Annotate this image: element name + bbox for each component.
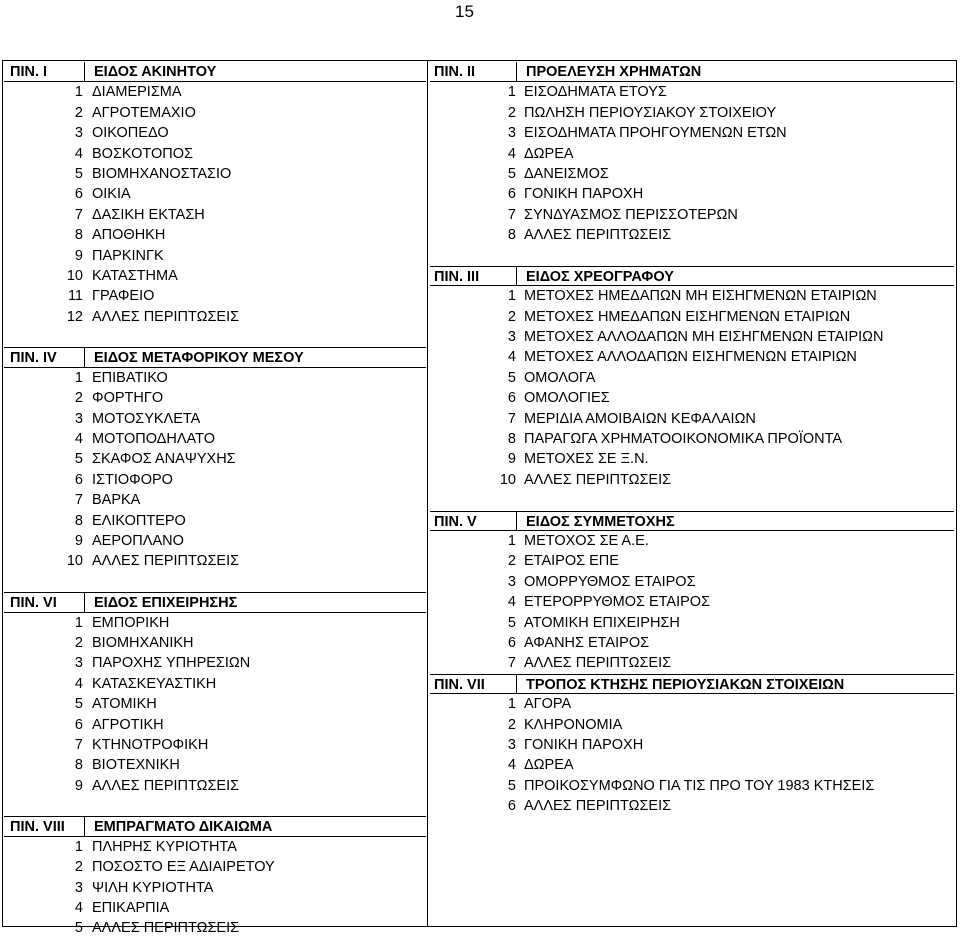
row-code: 1 [74, 369, 83, 386]
table-title: ΕΙΔΟΣ ΣΥΜΜΕΤΟΧΗΣ [526, 513, 675, 530]
row-label: ΚΑΤΑΣΤΗΜΑ [92, 267, 178, 284]
table-title: ΕΙΔΟΣ ΕΠΙΧΕΙΡΗΣΗΣ [94, 595, 238, 612]
row-code: 2 [507, 104, 516, 121]
row-code: 4 [507, 145, 516, 162]
table-row [430, 613, 954, 633]
table-row [4, 470, 426, 490]
table-row [4, 123, 426, 143]
page-number: 15 [455, 2, 474, 21]
row-label: ΓΟΝΙΚΗ ΠΑΡΟΧΗ [524, 736, 644, 753]
table-row [430, 286, 954, 306]
row-label: ΜΕΤΟΧΟΣ ΣΕ Α.Ε. [524, 532, 649, 549]
row-label: ΜΕΤΟΧΕΣ ΑΛΛΟΔΑΠΩΝ ΕΙΣΗΓΜΕΝΩΝ ΕΤΑΙΡΙΩΝ [524, 349, 857, 366]
table-row [4, 694, 426, 714]
table-row [430, 715, 954, 735]
row-label: ΕΤΕΡΟΡΡΥΘΜΟΣ ΕΤΑΙΡΟΣ [524, 594, 711, 611]
row-code: 3 [507, 736, 516, 753]
table-row [430, 531, 954, 551]
row-label: ΔΙΑΜΕΡΙΣΜΑ [92, 84, 182, 101]
row-label: ΓΟΝΙΚΗ ΠΑΡΟΧΗ [524, 186, 644, 203]
spacer-row [430, 246, 954, 266]
table-header-pin-iii [430, 266, 954, 286]
row-label: ΚΑΤΑΣΚΕΥΑΣΤΙΚΗ [92, 675, 217, 692]
row-label: ΜΕΤΟΧΕΣ ΑΛΛΟΔΑΠΩΝ ΜΗ ΕΙΣΗΓΜΕΝΩΝ ΕΤΑΙΡΙΩΝ [524, 329, 884, 346]
row-code: 2 [74, 390, 83, 407]
row-label: ΨΙΛΗ ΚΥΡΙΟΤΗΤΑ [92, 879, 214, 896]
row-label: ΕΙΣΟΔΗΜΑΤΑ ΠΡΟΗΓΟΥΜΕΝΩΝ ΕΤΩΝ [524, 125, 787, 142]
table-row [430, 776, 954, 796]
table-row [4, 205, 426, 225]
table-row [430, 449, 954, 469]
row-code: 2 [507, 308, 516, 325]
table-row [4, 878, 426, 898]
table-row [430, 123, 954, 143]
header-separator [84, 593, 85, 611]
row-label: ΜΟΤΟΠΟΔΗΛΑΤΟ [92, 431, 215, 448]
table-number: ΠΙΝ. VI [10, 595, 57, 612]
header-separator [84, 348, 85, 366]
row-label: ΕΠΙΒΑΤΙΚΟ [92, 369, 168, 386]
table-row [4, 531, 426, 551]
column-divider [427, 60, 428, 927]
row-code: 3 [74, 410, 83, 427]
table-row [4, 286, 426, 306]
header-separator [84, 817, 85, 835]
row-label: ΑΛΛΕΣ ΠΕΡΙΠΤΩΣΕΙΣ [92, 308, 240, 325]
table-number: ΠΙΝ. V [434, 513, 477, 530]
row-code: 1 [507, 84, 516, 101]
row-code: 12 [66, 308, 83, 325]
table-row [430, 347, 954, 367]
spacer-row [4, 572, 426, 592]
row-code: 5 [74, 920, 83, 937]
table-row [4, 735, 426, 755]
table-row [4, 246, 426, 266]
table-row [4, 776, 426, 796]
row-label: ΜΕΤΟΧΕΣ ΣΕ Ξ.Ν. [524, 451, 649, 468]
row-code: 3 [74, 655, 83, 672]
table-row [4, 266, 426, 286]
row-code: 4 [507, 594, 516, 611]
row-code: 1 [74, 84, 83, 101]
table-header-pin-v [430, 511, 954, 531]
table-row [4, 307, 426, 327]
left-column [4, 62, 426, 939]
table-row [430, 144, 954, 164]
table-row [430, 225, 954, 245]
row-code: 5 [74, 165, 83, 182]
row-code: 11 [67, 288, 83, 305]
table-title: ΕΜΠΡΑΓΜΑΤΟ ΔΙΚΑΙΩΜΑ [94, 819, 273, 836]
table-title: ΕΙΔΟΣ ΜΕΤΑΦΟΡΙΚΟΥ ΜΕΣΟΥ [94, 350, 304, 367]
spacer-row [430, 490, 954, 510]
row-label: ΑΤΟΜΙΚΗ [92, 696, 157, 713]
row-label: ΒΟΣΚΟΤΟΠΟΣ [92, 145, 194, 162]
header-separator [516, 512, 517, 530]
row-label: ΑΛΛΕΣ ΠΕΡΙΠΤΩΣΕΙΣ [524, 655, 672, 672]
table-row [4, 409, 426, 429]
row-label: ΕΛΙΚΟΠΤΕΡΟ [92, 512, 186, 529]
table-row [4, 103, 426, 123]
row-label: ΑΛΛΕΣ ΠΕΡΙΠΤΩΣΕΙΣ [524, 798, 672, 815]
row-label: ΑΓΟΡΑ [524, 696, 572, 713]
table-number: ΠΙΝ. III [434, 268, 480, 285]
row-label: ΠΛΗΡΗΣ ΚΥΡΙΟΤΗΤΑ [92, 838, 237, 855]
row-code: 5 [74, 696, 83, 713]
table-title: ΕΙΔΟΣ ΧΡΕΟΓΡΑΦΟΥ [526, 268, 674, 285]
row-label: ΑΕΡΟΠΛΑΝΟ [92, 532, 184, 549]
row-code: 10 [66, 553, 83, 570]
table-row [430, 429, 954, 449]
table-row [4, 225, 426, 245]
table-row [4, 857, 426, 877]
row-label: ΜΕΤΟΧΕΣ ΗΜΕΔΑΠΩΝ ΜΗ ΕΙΣΗΓΜΕΝΩΝ ΕΤΑΙΡΙΩΝ [524, 288, 877, 305]
table-row [430, 796, 954, 816]
row-label: ΠΑΡΑΓΩΓΑ ΧΡΗΜΑΤΟΟΙΚΟΝΟΜΙΚΑ ΠΡΟΪΟΝΤΑ [524, 431, 843, 448]
row-code: 4 [74, 145, 83, 162]
row-label: ΟΜΟΛΟΓΑ [524, 369, 596, 386]
header-separator [516, 62, 517, 81]
row-code: 1 [74, 838, 83, 855]
row-label: ΜΕΤΟΧΕΣ ΗΜΕΔΑΠΩΝ ΕΙΣΗΓΜΕΝΩΝ ΕΤΑΙΡΙΩΝ [524, 308, 851, 325]
table-row [4, 755, 426, 775]
table-row [430, 470, 954, 490]
row-label: ΒΙΟΤΕΧΝΙΚΗ [92, 757, 180, 774]
row-code: 5 [507, 165, 516, 182]
row-code: 5 [507, 369, 516, 386]
row-code: 7 [74, 736, 83, 753]
table-row [4, 164, 426, 184]
row-code: 8 [507, 431, 516, 448]
row-label: ΑΤΟΜΙΚΗ ΕΠΙΧΕΙΡΗΣΗ [524, 614, 680, 631]
row-label: ΑΛΛΕΣ ΠΕΡΙΠΤΩΣΕΙΣ [92, 553, 240, 570]
row-label: ΠΩΛΗΣΗ ΠΕΡΙΟΥΣΙΑΚΟΥ ΣΤΟΙΧΕΙΟΥ [524, 104, 777, 121]
table-row [430, 409, 954, 429]
row-label: ΒΙΟΜΗΧΑΝΟΣΤΑΣΙΟ [92, 165, 232, 182]
row-code: 9 [74, 532, 83, 549]
row-code: 7 [507, 410, 516, 427]
row-label: ΔΑΣΙΚΗ ΕΚΤΑΣΗ [92, 206, 205, 223]
row-code: 4 [507, 757, 516, 774]
row-label: ΙΣΤΙΟΦΟΡΟ [92, 471, 173, 488]
table-number: ΠΙΝ. Ι [10, 64, 48, 80]
row-code: 1 [507, 532, 516, 549]
table-row [4, 653, 426, 673]
header-separator [516, 267, 517, 285]
table-row [4, 715, 426, 735]
table-title: ΤΡΟΠΟΣ ΚΤΗΣΗΣ ΠΕΡΙΟΥΣΙΑΚΩΝ ΣΤΟΙΧΕΙΩΝ [526, 676, 845, 693]
table-row [4, 144, 426, 164]
row-label: ΒΙΟΜΗΧΑΝΙΚΗ [92, 634, 194, 651]
table-row [4, 551, 426, 571]
row-label: ΠΡΟΙΚΟΣΥΜΦΩΝΟ ΓΙΑ ΤΙΣ ΠΡΟ ΤΟΥ 1983 ΚΤΗΣΕΙΣ [524, 777, 875, 794]
row-code: 5 [507, 777, 516, 794]
row-code: 2 [74, 104, 83, 121]
row-code: 6 [507, 390, 516, 407]
row-label: ΟΙΚΙΑ [92, 186, 131, 203]
table-row [4, 613, 426, 633]
table-number: ΠΙΝ. VIII [10, 819, 65, 836]
table-row [430, 551, 954, 571]
row-label: ΔΩΡΕΑ [524, 757, 574, 774]
row-code: 10 [499, 471, 516, 488]
row-code: 2 [507, 553, 516, 570]
table-row [430, 164, 954, 184]
row-code: 5 [507, 614, 516, 631]
row-code: 7 [74, 492, 83, 509]
row-label: ΠΟΣΟΣΤΟ ΕΞ ΑΔΙΑΙΡΕΤΟΥ [92, 859, 275, 876]
row-code: 6 [507, 798, 516, 815]
table-header-pin-vi [4, 592, 426, 612]
table-row [4, 490, 426, 510]
table-row [4, 511, 426, 531]
row-label: ΕΙΣΟΔΗΜΑΤΑ ΕΤΟΥΣ [524, 84, 667, 101]
row-code: 9 [74, 777, 83, 794]
table-row [430, 82, 954, 102]
table-row [430, 205, 954, 225]
row-code: 6 [74, 471, 83, 488]
row-code: 3 [74, 879, 83, 896]
row-label: ΠΑΡΟΧΗΣ ΥΠΗΡΕΣΙΩΝ [92, 655, 251, 672]
table-header-pin-vii [430, 674, 954, 694]
row-label: ΜΕΡΙΔΙΑ ΑΜΟΙΒΑΙΩΝ ΚΕΦΑΛΑΙΩΝ [524, 410, 756, 427]
header-separator [84, 62, 85, 81]
table-row [430, 327, 954, 347]
table-title: ΕΙΔΟΣ ΑΚΙΝΗΤΟΥ [94, 64, 217, 80]
table-row [430, 735, 954, 755]
row-label: ΣΚΑΦΟΣ ΑΝΑΨΥΧΗΣ [92, 451, 236, 468]
row-label: ΒΑΡΚΑ [92, 492, 141, 509]
row-code: 4 [507, 349, 516, 366]
table-row [4, 674, 426, 694]
table-number: ΠΙΝ. IV [10, 350, 57, 367]
row-code: 6 [74, 186, 83, 203]
row-code: 3 [507, 573, 516, 590]
table-row [430, 307, 954, 327]
row-code: 4 [74, 431, 83, 448]
table-row [4, 449, 426, 469]
row-label: ΟΜΟΡΡΥΘΜΟΣ ΕΤΑΙΡΟΣ [524, 573, 696, 590]
table-row [4, 429, 426, 449]
table-row [4, 82, 426, 102]
row-code: 4 [74, 675, 83, 692]
row-code: 3 [507, 125, 516, 142]
row-label: ΠΑΡΚΙΝΓΚ [92, 247, 164, 264]
table-title: ΠΡΟΕΛΕΥΣΗ ΧΡΗΜΑΤΩΝ [526, 64, 702, 80]
table-row [4, 184, 426, 204]
row-label: ΟΙΚΟΠΕΔΟ [92, 125, 169, 142]
table-row [4, 388, 426, 408]
table-number: ΠΙΝ. VII [434, 676, 485, 693]
row-code: 1 [507, 288, 516, 305]
table-row [430, 592, 954, 612]
table-header-pin-i [4, 62, 426, 82]
row-code: 8 [74, 757, 83, 774]
table-row [4, 898, 426, 918]
table-row [430, 755, 954, 775]
table-row [430, 368, 954, 388]
table-row [430, 653, 954, 673]
row-label: ΑΛΛΕΣ ΠΕΡΙΠΤΩΣΕΙΣ [524, 471, 672, 488]
row-code: 9 [74, 247, 83, 264]
spacer-row [4, 327, 426, 347]
row-code: 6 [507, 634, 516, 651]
right-column [430, 62, 954, 816]
table-row [4, 368, 426, 388]
table-row [430, 103, 954, 123]
row-label: ΚΤΗΝΟΤΡΟΦΙΚΗ [92, 736, 209, 753]
row-code: 2 [74, 859, 83, 876]
row-code: 4 [74, 900, 83, 917]
row-label: ΑΦΑΝΗΣ ΕΤΑΙΡΟΣ [524, 634, 650, 651]
table-row [4, 918, 426, 938]
row-label: ΔΩΡΕΑ [524, 145, 574, 162]
row-code: 1 [74, 614, 83, 631]
row-label: ΕΤΑΙΡΟΣ ΕΠΕ [524, 553, 619, 570]
table-row [430, 184, 954, 204]
table-row [430, 633, 954, 653]
row-label: ΔΑΝΕΙΣΜΟΣ [524, 165, 609, 182]
table-header-pin-ii [430, 62, 954, 82]
row-label: ΑΠΟΘΗΚΗ [92, 227, 166, 244]
row-code: 8 [507, 227, 516, 244]
row-code: 3 [507, 329, 516, 346]
row-code: 8 [74, 512, 83, 529]
row-label: ΜΟΤΟΣΥΚΛΕΤΑ [92, 410, 201, 427]
table-row [4, 837, 426, 857]
row-code: 7 [74, 206, 83, 223]
row-code: 6 [74, 716, 83, 733]
row-label: ΟΜΟΛΟΓΙΕΣ [524, 390, 610, 407]
row-code: 9 [507, 451, 516, 468]
header-separator [516, 675, 517, 693]
table-row [430, 572, 954, 592]
row-code: 3 [74, 125, 83, 142]
row-label: ΓΡΑΦΕΙΟ [92, 288, 155, 305]
row-label: ΚΛΗΡΟΝΟΜΙΑ [524, 716, 623, 733]
table-header-pin-iv [4, 347, 426, 367]
row-code: 8 [74, 227, 83, 244]
row-label: ΑΛΛΕΣ ΠΕΡΙΠΤΩΣΕΙΣ [92, 920, 240, 937]
row-code: 2 [74, 634, 83, 651]
row-code: 5 [74, 451, 83, 468]
table-row [4, 633, 426, 653]
row-code: 2 [507, 716, 516, 733]
row-label: ΣΥΝΔΥΑΣΜΟΣ ΠΕΡΙΣΣΟΤΕΡΩΝ [524, 206, 738, 223]
table-row [430, 694, 954, 714]
table-row [430, 388, 954, 408]
row-label: ΦΟΡΤΗΓΟ [92, 390, 164, 407]
row-label: ΕΠΙΚΑΡΠΙΑ [92, 900, 170, 917]
row-label: ΑΓΡΟΤΙΚΗ [92, 716, 164, 733]
spacer-row [4, 796, 426, 816]
row-code: 10 [66, 267, 83, 284]
row-label: ΕΜΠΟΡΙΚΗ [92, 614, 170, 631]
row-code: 6 [507, 186, 516, 203]
row-label: ΑΛΛΕΣ ΠΕΡΙΠΤΩΣΕΙΣ [92, 777, 240, 794]
row-code: 7 [507, 655, 516, 672]
row-code: 7 [507, 206, 516, 223]
row-label: ΑΓΡΟΤΕΜΑΧΙΟ [92, 104, 196, 121]
table-number: ΠΙΝ. II [434, 64, 476, 80]
row-code: 1 [507, 696, 516, 713]
table-header-pin-viii [4, 816, 426, 836]
row-label: ΑΛΛΕΣ ΠΕΡΙΠΤΩΣΕΙΣ [524, 227, 672, 244]
